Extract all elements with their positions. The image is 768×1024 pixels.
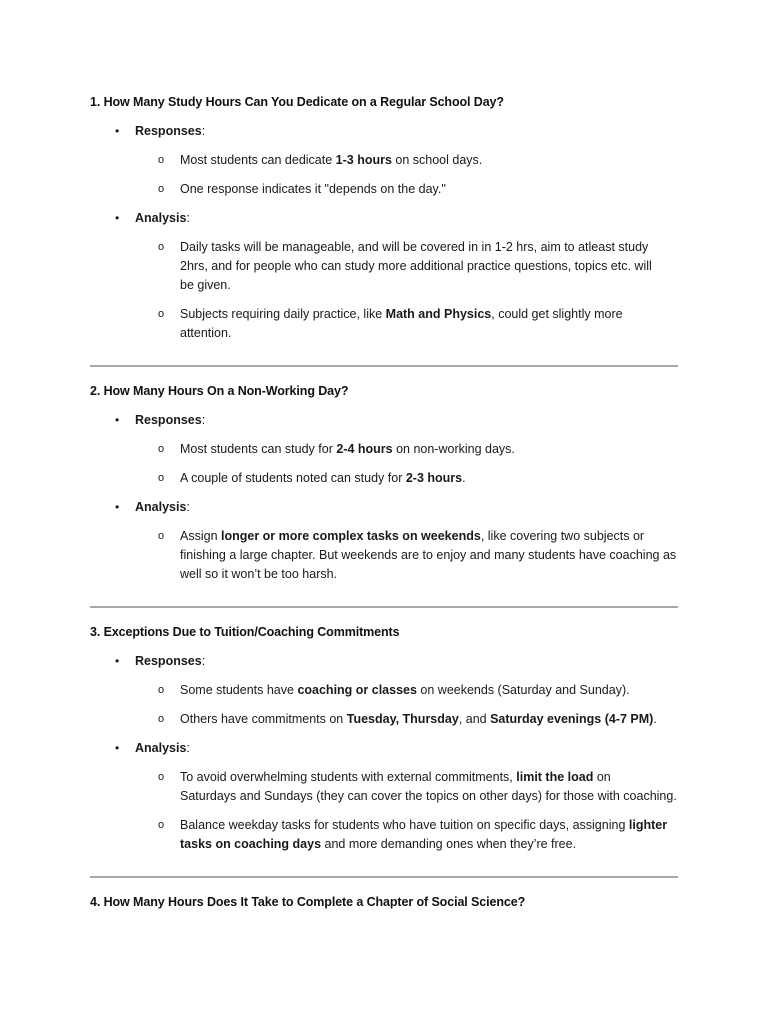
circle-bullet-icon: o xyxy=(158,241,165,253)
section-heading: 4. How Many Hours Does It Take to Complete a Chapter of Social Science? xyxy=(90,895,526,909)
responses-block xyxy=(90,122,680,141)
bold-text: lighter xyxy=(628,818,668,832)
text: . xyxy=(653,712,657,726)
text: Others have commitments on xyxy=(180,712,347,726)
section-heading: 3. Exceptions Due to Tuition/Coaching Commitments xyxy=(90,625,400,639)
text: One response indicates it "depends on the day." xyxy=(180,182,446,196)
sub-item xyxy=(90,681,680,700)
responses-label: Responses xyxy=(135,124,202,138)
section-heading: 1. How Many Study Hours Can You Dedicate on a Regular School Day? xyxy=(90,95,504,109)
sub-item xyxy=(90,151,680,170)
text: and more demanding ones when they’re free. xyxy=(321,837,577,851)
responses-label: Responses xyxy=(135,654,202,668)
circle-bullet-icon: o xyxy=(158,472,165,484)
circle-bullet-icon: o xyxy=(158,713,165,725)
section-4 xyxy=(90,893,680,912)
analysis-item: • Analysis: xyxy=(90,209,680,228)
analysis-1-2 xyxy=(90,305,680,343)
sub-item xyxy=(90,469,680,488)
response-1-1 xyxy=(90,151,680,170)
bold-text: longer or more complex tasks on weekends xyxy=(221,529,481,543)
analysis-block xyxy=(90,498,680,517)
text: Most students can study for xyxy=(180,442,337,456)
bold-text: tasks on coaching days xyxy=(180,837,322,851)
circle-bullet-icon: o xyxy=(158,684,165,696)
analysis-label: Analysis xyxy=(135,741,187,755)
bold-text: Saturday evenings (4-7 PM) xyxy=(490,712,654,726)
analysis-1-1 xyxy=(90,238,680,295)
response-3-1 xyxy=(90,681,680,700)
analysis-item: • Analysis: xyxy=(90,739,680,758)
analysis-label: Analysis xyxy=(135,500,187,514)
section-divider xyxy=(90,365,678,367)
bold-text: 1-3 hours xyxy=(335,153,392,167)
circle-bullet-icon: o xyxy=(158,819,165,831)
circle-bullet-icon: o xyxy=(158,183,165,195)
section-heading: 2. How Many Hours On a Non-Working Day? xyxy=(90,384,349,398)
text: on non-working days. xyxy=(392,442,515,456)
text: Assign xyxy=(180,529,221,543)
circle-bullet-icon: o xyxy=(158,154,165,166)
analysis-item: • Analysis: xyxy=(90,498,680,517)
bullet-icon: • xyxy=(115,654,120,668)
circle-bullet-icon: o xyxy=(158,443,165,455)
text: . xyxy=(462,471,466,485)
sub-item xyxy=(90,527,680,584)
bold-text: Math and Physics xyxy=(385,307,492,321)
response-2-1 xyxy=(90,440,680,459)
analysis-3-1 xyxy=(90,768,680,806)
text: A couple of students noted can study for xyxy=(180,471,406,485)
circle-bullet-icon: o xyxy=(158,308,165,320)
sub-item xyxy=(90,440,680,459)
analysis-3-2 xyxy=(90,816,680,854)
bold-text: limit the load xyxy=(516,770,594,784)
text: Most students can dedicate xyxy=(180,153,336,167)
text: , like covering two subjects or xyxy=(480,529,645,543)
analysis-2-1 xyxy=(90,527,680,584)
bold-text: coaching or classes xyxy=(297,683,417,697)
bullet-icon: • xyxy=(115,500,120,514)
response-1-2 xyxy=(90,180,680,199)
text-line: 2hrs, and for people who can study more additional practice questions, topics etc. will xyxy=(180,259,652,273)
response-3-2 xyxy=(90,710,680,729)
responses-block xyxy=(90,411,680,430)
section-divider xyxy=(90,606,678,608)
text: on xyxy=(593,770,611,784)
circle-bullet-icon: o xyxy=(158,530,165,542)
bold-text: 2-3 hours xyxy=(405,471,463,485)
bullet-icon: • xyxy=(115,413,120,427)
sub-item xyxy=(90,180,680,199)
sub-item xyxy=(90,710,680,729)
responses-item: • Responses: xyxy=(90,122,680,141)
text: on school days. xyxy=(391,153,483,167)
text: on weekends (Saturday and Sunday). xyxy=(416,683,630,697)
section-divider xyxy=(90,876,678,878)
section-2 xyxy=(90,382,680,401)
responses-block xyxy=(90,652,680,671)
bullet-icon: • xyxy=(115,124,120,138)
bold-text: 2-4 hours xyxy=(336,442,393,456)
responses-item: • Responses: xyxy=(90,652,680,671)
section-3 xyxy=(90,623,680,642)
text-line: attention. xyxy=(180,326,232,340)
text: To avoid overwhelming students with external commitments, xyxy=(180,770,517,784)
bullet-icon: • xyxy=(115,211,120,225)
responses-item: • Responses: xyxy=(90,411,680,430)
text-line: finishing a large chapter. But weekends are to enjoy and many students have coaching as xyxy=(180,548,677,562)
bold-text: Tuesday, Thursday xyxy=(346,712,459,726)
sub-item xyxy=(90,816,680,854)
bullet-icon: • xyxy=(115,741,120,755)
text-line: well so it won’t be too harsh. xyxy=(180,567,338,581)
text-line: Daily tasks will be manageable, and will be covered in in 1-2 hrs, aim to atleast study xyxy=(180,240,649,254)
text-line: Saturdays and Sundays (they can cover the topics on other days) for those with coaching. xyxy=(180,789,677,803)
analysis-block xyxy=(90,209,680,228)
response-2-2 xyxy=(90,469,680,488)
circle-bullet-icon: o xyxy=(158,771,165,783)
analysis-block xyxy=(90,739,680,758)
section-1 xyxy=(90,93,680,112)
analysis-label: Analysis xyxy=(135,211,187,225)
responses-label: Responses xyxy=(135,413,202,427)
text-line: be given. xyxy=(180,278,231,292)
sub-item xyxy=(90,238,680,295)
text: Some students have xyxy=(180,683,298,697)
sub-item xyxy=(90,305,680,343)
sub-item xyxy=(90,768,680,806)
text: , could get slightly more xyxy=(491,307,623,321)
text: Balance weekday tasks for students who have tuition on specific days, assigning xyxy=(180,818,629,832)
text: Subjects requiring daily practice, like xyxy=(180,307,386,321)
text: , and xyxy=(458,712,491,726)
